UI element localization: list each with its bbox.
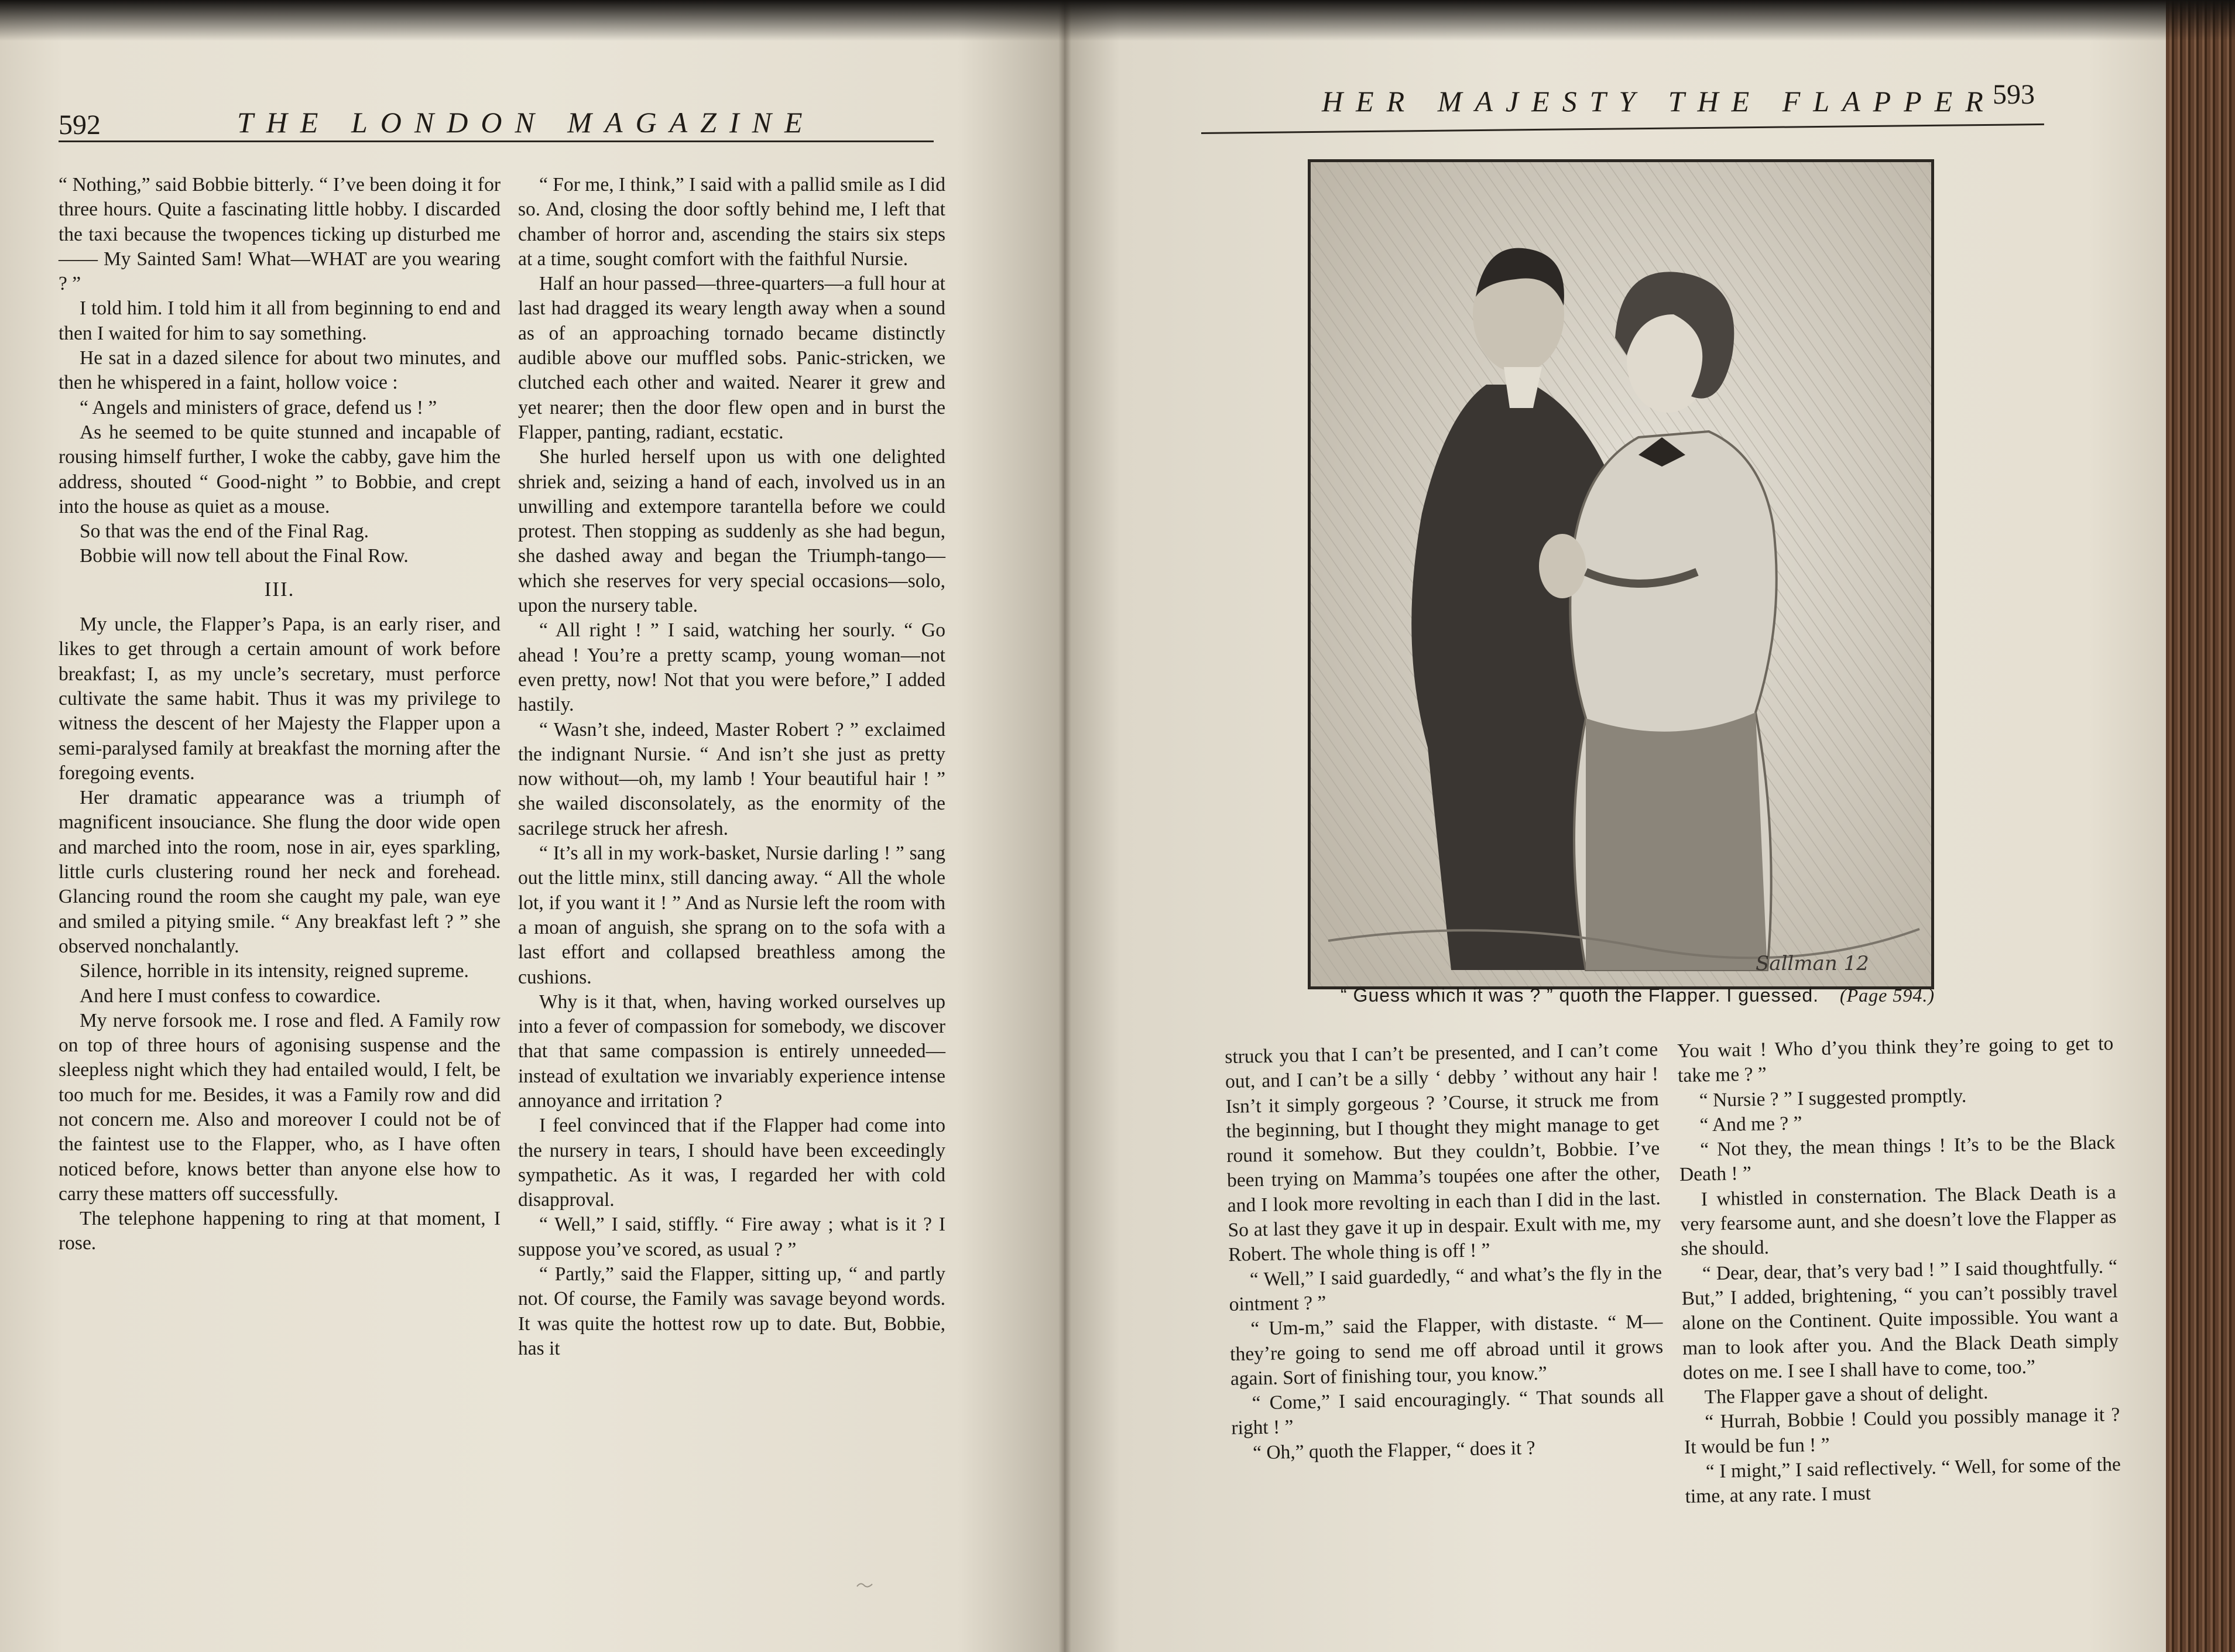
running-head: HER MAJESTY THE FLAPPER: [1322, 85, 1996, 118]
paragraph: I whistled in consternation. The Black Death is a very fearsome aunt, and she doesn’t love the Flapper as she should.: [1680, 1181, 2117, 1260]
couple-illustration-icon: [1311, 162, 1931, 986]
paragraph: “ Come,” I said encouragingly. “ That sounds all right ! ”: [1231, 1385, 1664, 1439]
paragraph: I told him. I told him it all from beginning to end and then I waited for him to say something.: [59, 297, 501, 344]
paragraph: The Flapper gave a shout of delight.: [1704, 1381, 1989, 1408]
paragraph: The telephone happening to ring at that moment, I rose.: [59, 1208, 501, 1255]
paragraph: “ It’s all in my work-basket, Nursie darling ! ” sang out the little minx, still dancing away. “ All the whole lot, if you want it ! ” And as Nursie left the room with a moan of anguish, she sprang on to the sofa with a last effort and collapsed breathless among the cushions.: [518, 842, 945, 988]
paragraph: And here I must confess to cowardice.: [80, 985, 381, 1007]
caption-text: “ Guess which it was ? ” quoth the Flapper. I guessed.: [1341, 985, 1819, 1006]
right-column-2: [1677, 1031, 2121, 1510]
left-column-1: [59, 173, 501, 1256]
running-head: THE LONDON MAGAZINE: [237, 106, 815, 139]
paragraph: “ All right ! ” I said, watching her sourly. “ Go ahead ! You’re a pretty scamp, young woman—not even pretty, now! Not that you were before,” I added hastily.: [518, 619, 945, 716]
header-rule: [1201, 124, 2044, 134]
paragraph: “ Partly,” said the Flapper, sitting up, “ and partly not. Of course, the Family was savage beyond words. It was quite the hottest row up to date. But, Bobbie, has it: [518, 1263, 945, 1359]
paragraph: My uncle, the Flapper’s Papa, is an early riser, and likes to get through a certain amount of work before breakfast; I, as my uncle’s secretary, must perforce cultivate the same habit. Thus it was my privilege to witness the descent of her Majesty the Flapper upon a semi-paralysed family at breakfast the morning after the foregoing events.: [59, 613, 501, 784]
page-number: 593: [1993, 79, 2035, 110]
page-edges: [2166, 0, 2235, 1652]
paragraph: As he seemed to be quite stunned and incapable of rousing himself further, I woke the cabby, gave him the address, shouted “ Good-night ” to Bobbie, and crept into the house as quiet as a mouse.: [59, 421, 501, 517]
page-number: 592: [59, 109, 101, 140]
book-gutter: [1058, 0, 1071, 1652]
paragraph: “ Angels and ministers of grace, defend us ! ”: [80, 396, 437, 419]
paragraph: He sat in a dazed silence for about two minutes, and then he whispered in a faint, hollow voice :: [59, 347, 501, 394]
paragraph: “ Nursie ? ” I suggested promptly.: [1699, 1084, 1967, 1111]
paragraph: You wait ! Who d’you think they’re going to get to take me ? ”: [1677, 1032, 2114, 1087]
paragraph: I feel convinced that if the Flapper had come into the nursery in tears, I should have been exceedingly sympathetic. As it was, I regarded her with cold disapproval.: [518, 1115, 945, 1211]
paragraph: “ Not they, the mean things ! It’s to be the Black Death ! ”: [1679, 1132, 2116, 1186]
paragraph: Silence, horrible in its intensity, reigned supreme.: [80, 960, 469, 982]
paragraph: “ Oh,” quoth the Flapper, “ does it ?: [1252, 1437, 1535, 1464]
paragraph: “ Well,” I said, stiffly. “ Fire away ; what is it ? I suppose you’ve scored, as usual ? ”: [518, 1214, 945, 1260]
top-shadow: [0, 0, 2235, 41]
left-column-2: [518, 173, 945, 1361]
pencil-mark-icon: [856, 1581, 873, 1589]
illustration-caption: [1341, 985, 2102, 1006]
section-heading: III.: [264, 577, 295, 601]
paragraph: Her dramatic appearance was a triumph of magnificent insouciance. She flung the door wide open and marched into the room, nose in air, eyes sparkling, little curls clustering round her neck and forehead. Glancing round the room she caught my pale, wan eye and smiled a pitying smile. “ Any breakfast left ? ” she observed nonchalantly.: [59, 787, 501, 957]
paragraph: My nerve forsook me. I rose and fled. A Family row on top of three hours of agonising suspense and the sleepless night which they had entailed would, I felt, be too much for me. Besides, it was a Family row and did not concern me. Also and moreover I could not be of the faintest use to the Flapper, who, as I have often noticed before, knows better than anyone else how to carry these matters off successfully.: [59, 1009, 501, 1205]
paragraph: So that was the end of the Final Rag.: [80, 520, 369, 543]
paragraph: struck you that I can’t be presented, and I can’t come out, and I can’t be a silly ‘ debby ’ without any hair ! Isn’t it simply gorgeous ? ’Course, it struck me from the beginning, but I thought they might manage to get round it somehow. But they couldn’t, Bobbie. I’ve been trying on Mamma’s toupées one after the other, and I look more revolting in each than I did in the last. So at last they gave it up in despair. Exult with me, my Robert. The whole thing is off ! ”: [1225, 1039, 1661, 1266]
caption-page-ref: (Page 594.): [1839, 985, 1935, 1006]
paragraph: “ Wasn’t she, indeed, Master Robert ? ” exclaimed the indignant Nursie. “ And isn’t she just as pretty now without—oh, my lamb ! Your beautiful hair ! ” she wailed disconsolately, as the enormity of the sacrilege struck her afresh.: [518, 718, 945, 839]
artist-signature: Sallman 12: [1756, 952, 1869, 975]
right-column-1: [1225, 1037, 1665, 1466]
paragraph: “ And me ? ”: [1699, 1112, 1802, 1136]
illustration: [1308, 159, 1934, 989]
paragraph: She hurled herself upon us with one delighted shriek and, seizing a hand of each, involved us in an unwilling and extempore tarantella before we could protest. Then stopping as suddenly as she had begun, she dashed away and began the Triumph-tango—which she reserves for very special occasions—solo, upon the nursery table.: [518, 446, 945, 617]
right-page-header: [1064, 77, 2176, 118]
paragraph: Why is it that, when, having worked ourselves up into a fever of compassion for somebody, we discover that that same compassion is entirely unneeded—instead of exultation we invariably experience intense annoyance and irritation ?: [518, 990, 945, 1112]
paragraph: “ Hurrah, Bobbie ! Could you possibly manage it ? It would be fun ! ”: [1684, 1404, 2120, 1458]
paragraph: “ Well,” I said guardedly, “ and what’s the fly in the ointment ? ”: [1229, 1261, 1662, 1315]
paragraph: “ Dear, dear, that’s very bad ! ” I said thoughtfully. “ But,” I added, brightening, “ you can’t possibly travel alone on the Continent. Quite impossible. You want a man to look after you. And the Black Death simply dotes on me. I see I shall have to come, too.”: [1681, 1255, 2119, 1384]
header-rule: [59, 140, 934, 142]
paragraph: Half an hour passed—three-quarters—a full hour at last had dragged its weary length away when a sound as of an approaching tornado became distinctly audible above our muffled sobs. Panic-stricken, we clutched each other and waited. Nearer it grew and yet nearer; then the door flew open and in burst the Flapper, panting, radiant, ecstatic.: [518, 273, 945, 443]
paragraph: “ Um-m,” said the Flapper, with distaste. “ M—they’re going to send me off abroad until it grows again. Sort of finishing tour, you know.”: [1229, 1311, 1664, 1390]
paragraph: “ Nothing,” said Bobbie bitterly. “ I’ve been doing it for three hours. Quite a fascinating little hobby. I discarded the taxi because the twopences ticking up disturbed me—— My Sainted Sam! What—WHAT are you wearing ? ”: [59, 174, 501, 295]
left-page: [0, 0, 1064, 1652]
paragraph: “ For me, I think,” I said with a pallid smile as I did so. And, closing the door softly behind me, I left that chamber of horror and, ascending the stairs six steps at a time, sought comfort with the faithful Nursie.: [518, 174, 945, 270]
paragraph: “ I might,” I said reflectively. “ Well, for some of the time, at any rate. I must: [1685, 1453, 2121, 1508]
paragraph: Bobbie will now tell about the Final Row.: [80, 545, 409, 567]
